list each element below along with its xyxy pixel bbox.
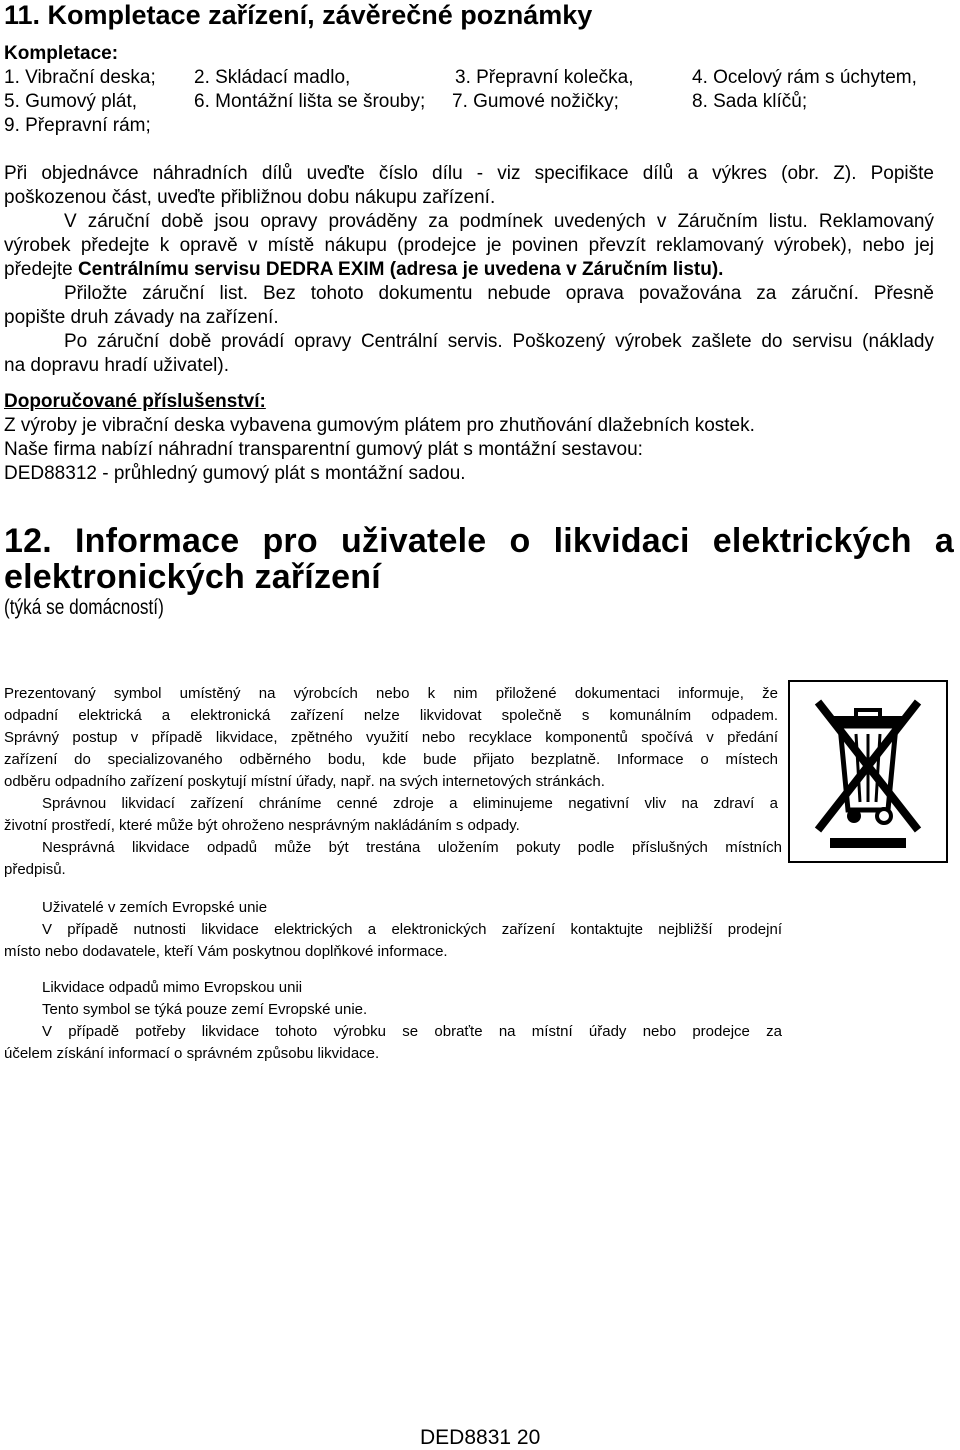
eu-heading: Uživatelé v zemích Evropské unie <box>42 899 268 916</box>
after-warranty-text: na dopravu hradí uživatel). <box>4 355 229 376</box>
list-item: 1. Vibrační deska; <box>4 67 156 88</box>
kompletace-label: Kompletace: <box>4 43 119 64</box>
page-footer: DED8831 20 <box>420 1426 541 1449</box>
eu-text: V případě nutnosti likvidace elektrických a elektronických zařízení kontaktujte nejbližší prodejní <box>42 921 782 938</box>
para-text: zařízení do specializovaného odběrného bodu, kde bude přijato bezplatně. Informace o místech <box>4 751 778 768</box>
para-text: odběru odpadního zařízení poskytují místní úřady, např. na svých internetových stránkách. <box>4 773 605 790</box>
accessories-text: Z výroby je vibrační deska vybavena gumovým plátem pro zhutňování dlažebních kostek. <box>4 415 755 436</box>
para-text: Správnou likvidací zařízení chráníme cenné zdroje a eliminujeme negativní vliv na zdraví a <box>42 795 778 812</box>
list-item: 2. Skládací madlo, <box>194 67 351 88</box>
non-eu-text: Tento symbol se týká pouze zemí Evropské unie. <box>42 1001 368 1018</box>
para-text: Správný postup v případě likvidace, zpětného využití nebo recyklace komponentů spočívá v předání <box>4 729 778 746</box>
order-text: Při objednávce náhradních dílů uveďte číslo dílu - viz specifikace dílů a výkres (obr. Z). Popište <box>4 163 934 184</box>
section-12-subheading: (týká se domácností) <box>4 596 164 619</box>
list-item: 8. Sada klíčů; <box>692 91 808 112</box>
eu-text: místo nebo dodavatele, kteří Vám poskytnou doplňkové informace. <box>4 943 448 960</box>
para-text: Nesprávná likvidace odpadů může být trestána uložením pokuty podle příslušných místních <box>42 839 782 856</box>
list-item: 7. Gumové nožičky; <box>452 91 619 112</box>
non-eu-text: V případě potřeby likvidace tohoto výrobku se obraťte na místní úřady nebo prodejce za <box>42 1023 782 1040</box>
non-eu-heading: Likvidace odpadů mimo Evropskou unii <box>42 979 303 996</box>
list-item: 4. Ocelový rám s úchytem, <box>692 67 917 88</box>
list-item: 5. Gumový plát, <box>4 91 138 112</box>
accessories-text: Naše firma nabízí náhradní transparentní gumový plát s montážní sestavou: <box>4 439 643 460</box>
para-text: odpadní elektrická a elektronická zařízení nelze likvidovat společně s komunálním odpadem. <box>4 707 778 724</box>
list-item: 6. Montážní lišta se šrouby; <box>194 91 426 112</box>
list-item: 9. Přepravní rám; <box>4 115 151 136</box>
list-item: 3. Přepravní kolečka, <box>455 67 634 88</box>
order-text: poškozenou část, uveďte přibližnou dobu nákupu zařízení. <box>4 187 496 208</box>
weee-crossed-bin-icon <box>788 680 948 863</box>
section-11-heading: 11. Kompletace zařízení, závěrečné poznámky <box>4 0 593 30</box>
para-text: předpisů. <box>4 861 66 878</box>
warranty-text-plain: předejte <box>4 259 78 280</box>
warranty-text: V záruční době jsou opravy prováděny za podmínek uvedených v Záručním listu. Reklamovaný <box>64 211 934 232</box>
central-service-text: Centrálnímu servisu DEDRA EXIM (adresa je uvedena v Záručním listu). <box>77 259 724 280</box>
para-text: životní prostředí, které může být ohroženo nesprávným nakládáním s odpady. <box>4 817 520 834</box>
attach-text: Přiložte záruční list. Bez tohoto dokumentu nebude oprava považována za záruční. Přesně <box>64 283 934 304</box>
warranty-text <box>4 258 723 282</box>
attach-text: popište druh závady na zařízení. <box>4 307 279 328</box>
accessories-label: Doporučované příslušenství: <box>4 391 266 412</box>
accessories-text: DED88312 - průhledný gumový plát s montážní sadou. <box>4 463 466 484</box>
section-12-heading: 12. Informace pro uživatele o likvidaci elektrických a <box>4 522 954 560</box>
non-eu-text: účelem získání informací o správném způsobu likvidace. <box>4 1045 380 1062</box>
para-text: Prezentovaný symbol umístěný na výrobcích nebo k nim přiložené dokumentaci informuje, že <box>4 685 778 702</box>
weee-symbol-graphic <box>790 682 946 861</box>
section-12-heading: elektronických zařízení <box>4 558 381 596</box>
warranty-text: výrobek předejte k opravě v místě nákupu (prodejce je povinen převzít reklamovaný výrobek), nebo jej <box>4 235 934 256</box>
after-warranty-text: Po záruční době provádí opravy Centrální servis. Poškozený výrobek zašlete do servisu (náklady <box>64 331 934 352</box>
